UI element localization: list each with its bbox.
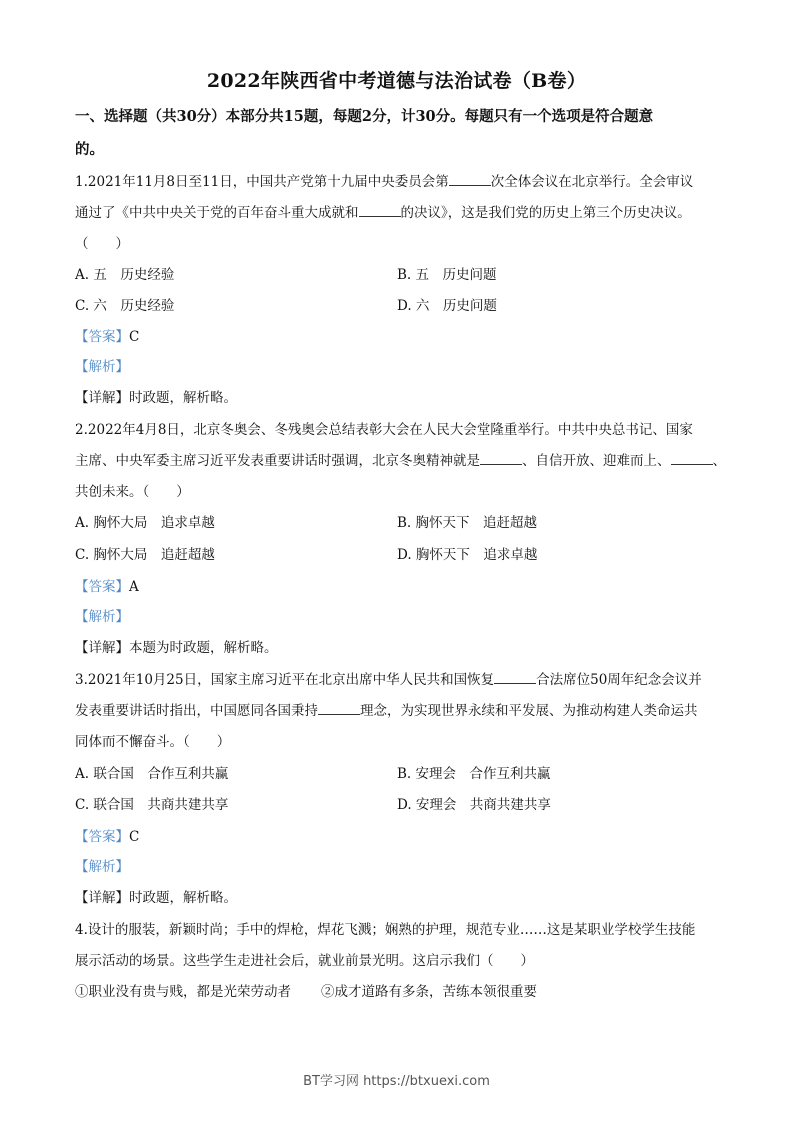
question-1-stem-line2 <box>75 203 691 223</box>
statement-1: ①职业没有贵与贱，都是光荣劳动者 <box>75 984 291 1000</box>
q3-option-a: A. 联合国 合作互利共赢 <box>75 766 229 782</box>
q1-option-a: A. 五 历史经验 <box>75 267 175 283</box>
q1-option-d: D. 六 历史问题 <box>397 298 497 314</box>
q2-option-c: C. 胸怀大局 追赶超越 <box>75 547 215 563</box>
answer-value: C <box>129 829 140 845</box>
answer-value: A <box>129 579 139 595</box>
analysis-label: 【解析】 <box>75 359 129 375</box>
q2-detail <box>75 638 278 658</box>
stem-text: 、 <box>712 453 726 469</box>
q2-answer <box>75 577 139 597</box>
statement-2: ②成才道路有多条，苦练本领很重要 <box>321 984 537 1000</box>
fill-blank <box>359 204 401 217</box>
q3-option-b: B. 安理会 合作互利共赢 <box>397 766 551 782</box>
section-heading-line1: 一、选择题（共30分）本部分共15题，每题2分，计30分。每题只有一个选项是符合题意 <box>75 108 654 125</box>
section-heading-cont <box>75 140 104 160</box>
question-2-stem-line3 <box>75 482 190 502</box>
question-2-stem-line2 <box>75 451 726 471</box>
q1-analysis <box>75 357 129 377</box>
q1-option-b: B. 五 历史问题 <box>397 267 497 283</box>
question-3-stem-line3 <box>75 732 230 752</box>
answer-bracket: （ ） <box>75 236 129 252</box>
q1-detail <box>75 388 237 408</box>
question-number: 2. <box>75 422 88 438</box>
analysis-label: 【解析】 <box>75 609 129 625</box>
stem-text: 合法席位50周年纪念会议并 <box>536 672 702 688</box>
question-4-stem-line2 <box>75 951 534 971</box>
section-heading-line2: 的。 <box>75 141 104 158</box>
question-number: 1. <box>75 174 88 190</box>
stem-text: 同体而不懈奋斗。（ ） <box>75 734 231 750</box>
stem-text: 2021年11月8日至11日，中国共产党第十九届中央委员会第 <box>87 174 449 190</box>
q2-analysis <box>75 607 129 627</box>
stem-text: 次全体会议在北京举行。全会审议 <box>490 174 694 190</box>
q3-analysis <box>75 857 129 877</box>
q3-answer <box>75 827 139 847</box>
section-heading <box>75 107 653 127</box>
stem-text: 、自信开放、迎难而上、 <box>522 453 671 469</box>
question-3-stem-line2 <box>75 701 698 721</box>
fill-blank <box>449 173 491 186</box>
stem-text: 2022年4月8日，北京冬奥会、冬残奥会总结表彰大会在人民大会堂隆重举行。中共中央总书记、国家 <box>87 422 693 438</box>
stem-text: 展示活动的场景。这些学生走进社会后，就业前景光明。这启示我们（ ） <box>75 953 534 969</box>
detail-text: 本题为时政题，解析略。 <box>129 640 278 656</box>
question-3-stem-line1 <box>75 670 702 690</box>
question-number: 4. <box>75 922 88 938</box>
detail-text: 时政题，解析略。 <box>129 390 237 406</box>
page-title: 2022年陕西省中考道德与法治试卷（B卷） <box>206 70 587 92</box>
fill-blank <box>494 671 536 684</box>
q1-answer <box>75 327 139 347</box>
stem-text: 通过了《中共中央关于党的百年奋斗重大成就和 <box>75 205 359 221</box>
question-1-stem-line1 <box>75 172 693 192</box>
detail-label: 【详解】 <box>75 390 129 406</box>
q3-detail <box>75 888 237 908</box>
stem-text: 发表重要讲话时指出，中国愿同各国秉持 <box>75 703 318 719</box>
question-4-statements <box>75 982 537 1002</box>
detail-label: 【详解】 <box>75 640 129 656</box>
question-number: 3. <box>75 672 88 688</box>
fill-blank <box>480 452 522 465</box>
answer-label: 【答案】 <box>75 829 129 845</box>
answer-label: 【答案】 <box>75 579 129 595</box>
analysis-label: 【解析】 <box>75 859 129 875</box>
question-4-stem-line1 <box>75 920 695 940</box>
stem-text: 2021年10月25日，国家主席习近平在北京出席中华人民共和国恢复 <box>87 672 495 688</box>
stem-text: 共创未来。（ ） <box>75 484 190 500</box>
detail-text: 时政题，解析略。 <box>129 890 237 906</box>
stem-text: 的决议》，这是我们党的历史上第三个历史决议。 <box>400 205 691 221</box>
question-1-stem-line3 <box>75 234 129 254</box>
q3-option-c: C. 联合国 共商共建共享 <box>75 797 229 813</box>
q1-option-c: C. 六 历史经验 <box>75 298 175 314</box>
q3-option-d: D. 安理会 共商共建共享 <box>397 797 551 813</box>
q2-option-a: A. 胸怀大局 追求卓越 <box>75 515 215 531</box>
fill-blank <box>318 702 360 715</box>
question-2-stem-line1 <box>75 420 693 440</box>
answer-label: 【答案】 <box>75 329 129 345</box>
stem-text: 设计的服装，新颖时尚；手中的焊枪，焊花飞溅；娴熟的护理，规范专业……这是某职业学校学生技能 <box>87 922 696 938</box>
fill-blank <box>671 452 713 465</box>
detail-label: 【详解】 <box>75 890 129 906</box>
q2-option-b: B. 胸怀天下 追赶超越 <box>397 515 538 531</box>
watermark-footer: BT学习网 https://btxuexi.com <box>303 1074 490 1089</box>
q2-option-d: D. 胸怀天下 追求卓越 <box>397 547 538 563</box>
answer-value: C <box>129 329 140 345</box>
stem-text: 主席、中央军委主席习近平发表重要讲话时强调，北京冬奥精神就是 <box>75 453 480 469</box>
stem-text: 理念，为实现世界永续和平发展、为推动构建人类命运共 <box>360 703 698 719</box>
